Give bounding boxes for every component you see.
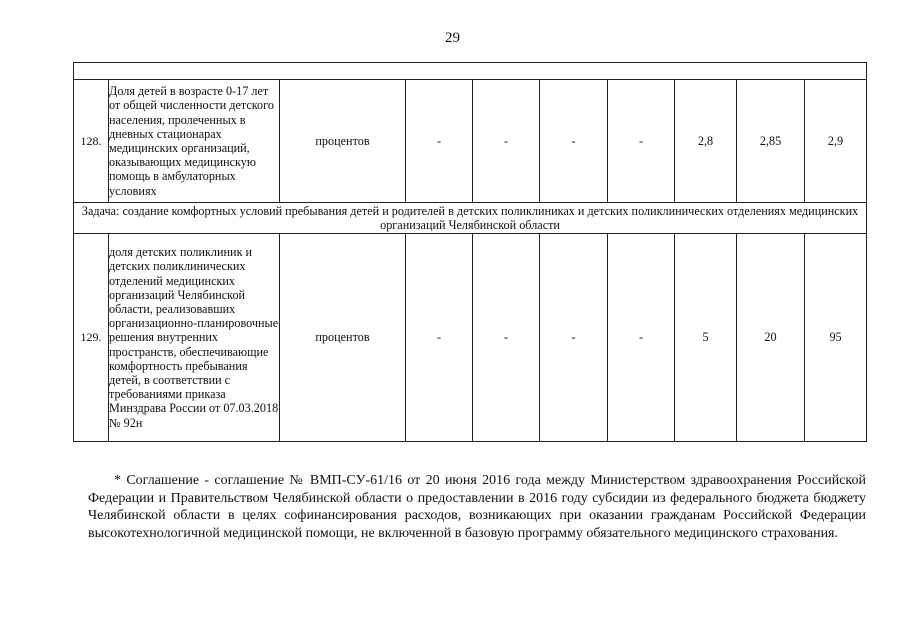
task-heading: Задача: создание комфортных условий пребывания детей и родителей в детских поликлиниках и детских поликлинических отделениях медицинских организаций Челябинской области (74, 203, 867, 234)
value-cell: 2,9 (805, 80, 867, 203)
value-cell: 5 (675, 234, 737, 442)
value-cell: - (608, 234, 675, 442)
row-number: 128. (74, 80, 109, 203)
unit-cell: процентов (280, 80, 406, 203)
value-cell: 2,85 (737, 80, 805, 203)
value-cell: - (406, 80, 473, 203)
value-cell: - (473, 234, 540, 442)
value-cell: - (608, 80, 675, 203)
table-row (74, 234, 867, 442)
indicators-table (73, 62, 867, 442)
value-cell: 20 (737, 234, 805, 442)
value-cell: 2,8 (675, 80, 737, 203)
table-row (74, 80, 867, 203)
task-row (74, 203, 867, 234)
table-top-cell (74, 63, 867, 80)
indicator-name: доля детских поликлиник и детских поликлинических отделений медицинских организаций Челябинской области, реализовавших организационно-планировочные решения внутренних пространств, обеспечивающие комфортность пребывания детей, в соответствии с требованиями приказа Минздрава России от 07.03.2018 № 92н (109, 234, 280, 442)
value-cell: 95 (805, 234, 867, 442)
value-cell: - (540, 80, 608, 203)
indicator-name: Доля детей в возрасте 0-17 лет от общей численности детского населения, пролеченных в дневных стационарах медицинских организаций, оказывающих медицинскую помощь в амбулаторных условиях (109, 80, 280, 203)
value-cell: - (473, 80, 540, 203)
footnote: * Соглашение - соглашение № ВМП-СУ-61/16 от 20 июня 2016 года между Министерством здравоохранения Российской Федерации и Правительством Челябинской области о предоставлении в 2016 году субсидии из федерального бюджета бюджету Челябинской области в целях софинансирования расходов, возникающих при оказании гражданам Российской Федерации высокотехнологичной медицинской помощи, не включенной в базовую программу обязательного медицинского страхования. (88, 473, 866, 541)
row-number: 129. (74, 234, 109, 442)
value-cell: - (540, 234, 608, 442)
table-top-row (74, 63, 867, 80)
unit-cell: процентов (280, 234, 406, 442)
value-cell: - (406, 234, 473, 442)
page-number: 29 (445, 30, 460, 46)
